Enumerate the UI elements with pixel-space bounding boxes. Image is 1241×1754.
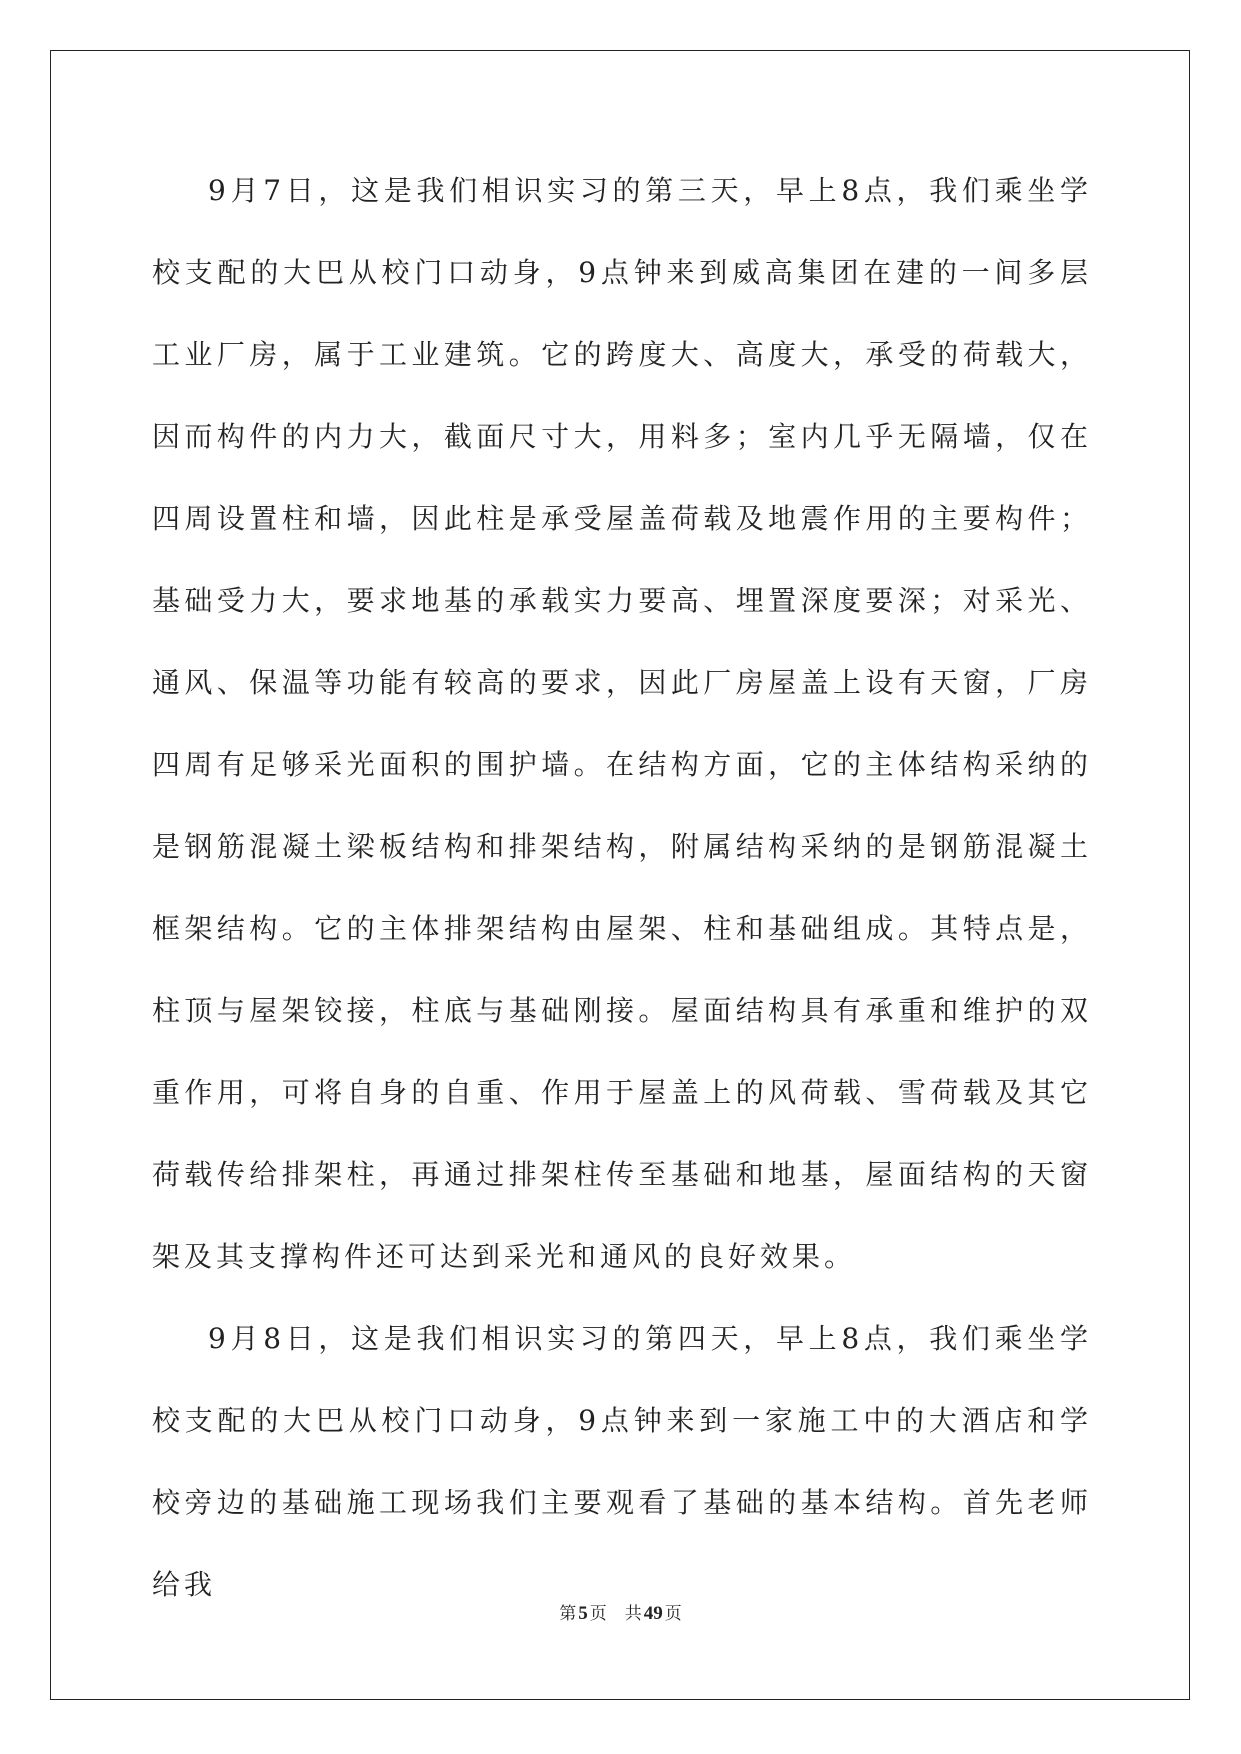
total-prefix: 共 [624, 1604, 642, 1624]
total-pages: 49 [643, 1603, 663, 1624]
total-suffix: 页 [664, 1604, 682, 1624]
page-footer [0, 1599, 1241, 1625]
page-number: 5 [578, 1603, 588, 1624]
document-body [152, 150, 1092, 1626]
page-prefix: 第 [559, 1604, 577, 1624]
paragraph: 9月7日，这是我们相识实习的第三天，早上8点，我们乘坐学校支配的大巴从校门口动身，9点钟来到威高集团在建的一间多层工业厂房，属于工业建筑。它的跨度大、高度大，承受的荷载大，因而构件的内力大，截面尺寸大，用料多；室内几乎无隔墙，仅在四周设置柱和墙，因此柱是承受屋盖荷载及地震作用的主要构件；基础受力大，要求地基的承载实力要高、埋置深度要深；对采光、通风、保温等功能有较高的要求，因此厂房屋盖上设有天窗，厂房四周有足够采光面积的围护墙。在结构方面，它的主体结构采纳的是钢筋混凝土梁板结构和排架结构，附属结构采纳的是钢筋混凝土框架结构。它的主体排架结构由屋架、柱和基础组成。其特点是，柱顶与屋架铰接，柱底与基础刚接。屋面结构具有承重和维护的双重作用，可将自身的自重、作用于屋盖上的风荷载、雪荷载及其它荷载传给排架柱，再通过排架柱传至基础和地基，屋面结构的天窗架及其支撑构件还可达到采光和通风的良好效果。 [152, 174, 1092, 1273]
paragraph: 9月8日，这是我们相识实习的第四天，早上8点，我们乘坐学校支配的大巴从校门口动身，9点钟来到一家施工中的大酒店和学校旁边的基础施工现场我们主要观看了基础的基本结构。首先老师给我 [152, 1322, 1092, 1601]
page-suffix: 页 [589, 1604, 607, 1624]
